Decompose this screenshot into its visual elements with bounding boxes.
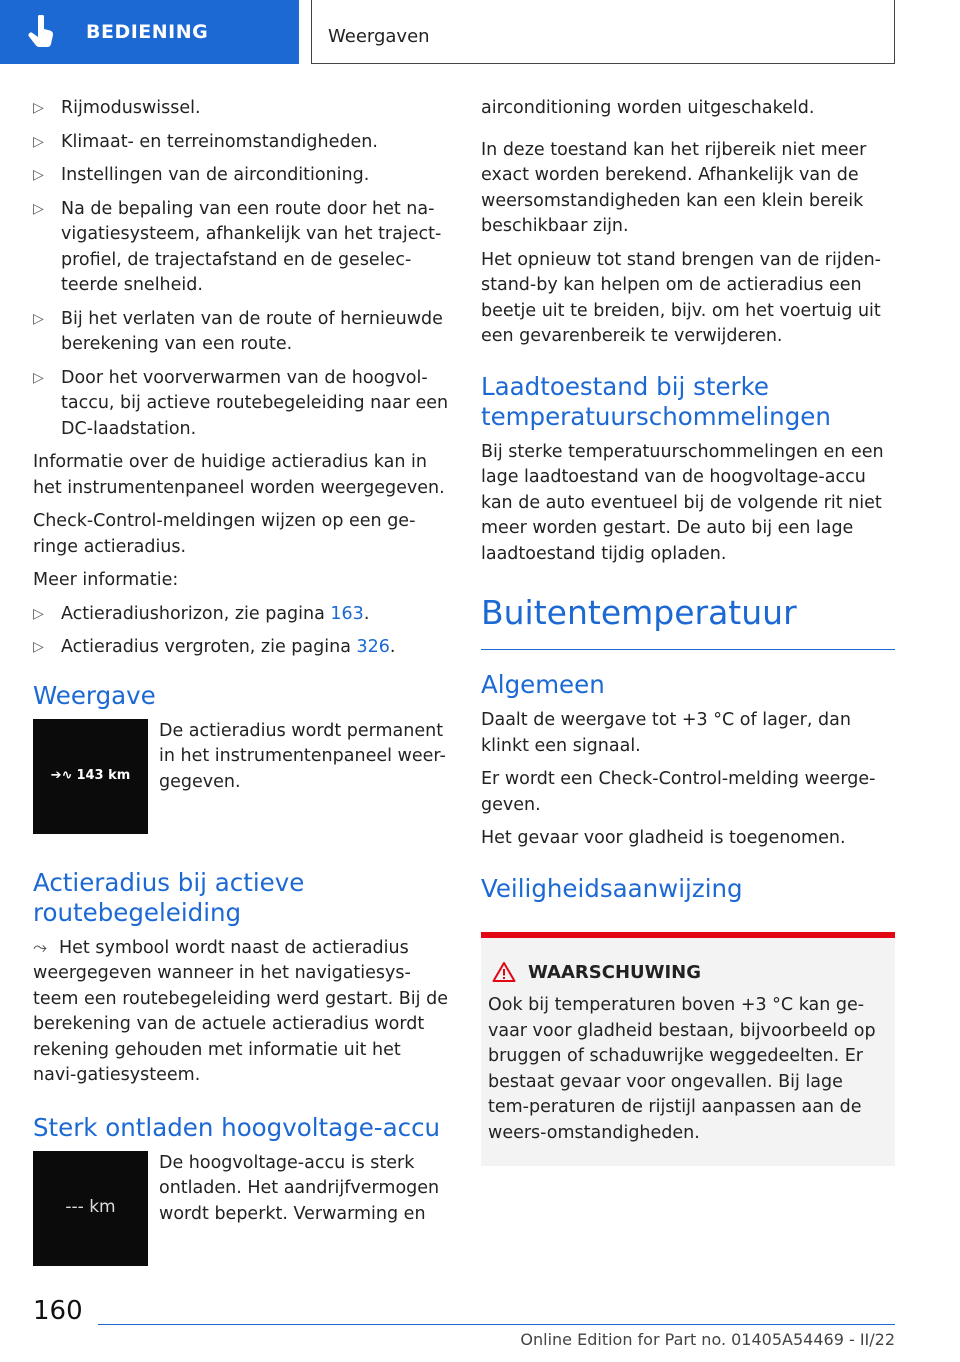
list-item: ▷ Rijmoduswissel.	[33, 96, 449, 122]
range-display-image	[33, 719, 148, 834]
paragraph: Bij sterke temperatuurschommelingen en een lage laadtoestand van de hoogvoltage-accu kan de auto eventueel bij de volgende rit niet meer worden gestart. De auto bij een lage laadtoestand tijdig opladen.	[481, 441, 884, 564]
bullet-triangle-icon: ▷	[33, 369, 44, 386]
heading-algemeen: Algemeen	[481, 670, 605, 699]
list-item: ▷ Actieradius vergroten, zie pagina 326.	[33, 635, 449, 661]
bullet-triangle-icon: ▷	[33, 100, 44, 116]
page-link-163[interactable]: 163	[330, 603, 364, 624]
paragraph: De hoogvoltage-accu is sterk ontladen. Het aandrijfvermogen wordt beperkt. Verwarming en	[159, 1152, 440, 1224]
heading-route: Actieradius bij actieve routebegeleiding	[33, 867, 305, 927]
subsection-box	[311, 0, 895, 64]
paragraph: Het opnieuw tot stand brengen van de rijden-stand-by kan helpen om de actieradius een beetje uit te breiden, bijv. om het voertuig uit een gevarenbereik te verwijderen.	[481, 249, 881, 346]
paragraph: Er wordt een Check-Control-melding weerge-geven.	[481, 769, 876, 815]
range-value: 143 km	[76, 768, 131, 784]
bullet-triangle-icon: ▷	[33, 310, 44, 327]
paragraph: airconditioning worden uitgeschakeld.	[481, 98, 815, 118]
heading-sterk: Sterk ontladen hoogvoltage-accu	[33, 1112, 441, 1142]
bullet-triangle-icon: ▷	[33, 605, 44, 622]
right-column	[481, 96, 895, 1166]
bullet-triangle-icon: ▷	[33, 639, 44, 655]
page-link-326[interactable]: 326	[356, 637, 390, 657]
list-item: ▷ Na de bepaling van een route door het na-vigatiesysteem, afhankelijk van het traject-profiel, de trajectafstand en de geselec-teerde snelheid.	[33, 197, 449, 299]
heading-weergave: Weergave	[33, 680, 156, 710]
range-display-image	[33, 1151, 148, 1266]
page-number: 160	[33, 1296, 83, 1326]
warning-box	[481, 932, 895, 1167]
section-title: BEDIENING	[86, 21, 209, 43]
bullet-triangle-icon: ▷	[33, 200, 44, 217]
footer-divider	[98, 1324, 895, 1325]
list-item: ▷ Actieradiushorizon, zie pagina 163.	[33, 602, 449, 628]
hand-pointer-icon	[28, 12, 68, 52]
edition-note: Online Edition for Part no. 01405A54469 - II/22	[520, 1330, 895, 1349]
bullet-triangle-icon: ▷	[33, 167, 44, 183]
list-item: ▷ Klimaat- en terreinomstandigheden.	[33, 130, 449, 156]
paragraph: Meer informatie:	[33, 570, 179, 590]
warning-title: WAARSCHUWING	[528, 961, 702, 983]
warning-triangle-icon	[492, 961, 516, 983]
paragraph: De actieradius wordt permanent in het instrumentenpaneel weer-gegeven.	[159, 720, 446, 792]
list-item: ▷ Instellingen van de airconditioning.	[33, 163, 449, 189]
list-item: ▷ Bij het verlaten van de route of hernieuwde berekening van een route.	[33, 307, 449, 358]
paragraph: ⤳ Het symbool wordt naast de actieradius weergegeven wanneer in het navigatiesys-teem een routebegeleiding werd gestart. Bij de berekening van de actuele actieradius wordt rekening gehouden met informatie uit het navi-gatiesysteem.	[33, 937, 448, 1085]
route-guidance-icon: ➔∿	[50, 768, 73, 784]
section-tab	[0, 0, 299, 64]
paragraph: Het gevaar voor gladheid is toegenomen.	[481, 828, 846, 848]
paragraph: Informatie over de huidige actieradius kan in het instrumentenpaneel worden weergegeven.	[33, 452, 445, 498]
heading-buitentemperatuur: Buitentemperatuur	[481, 593, 895, 650]
route-guidance-icon: ⤳	[33, 937, 47, 958]
paragraph: Check-Control-meldingen wijzen op een ge-ringe actieradius.	[33, 511, 416, 557]
list-item: ▷ Door het voorverwarmen van de hoogvol-taccu, bij actieve routebegeleiding naar een DC-laadstation.	[33, 366, 449, 443]
heading-veiligheid: Veiligheidsaanwijzing	[481, 873, 743, 903]
subsection-title: Weergaven	[328, 26, 430, 47]
warning-text: Ook bij temperaturen boven +3 °C kan ge-vaar voor gladheid bestaan, bijvoorbeeld op bruggen of schaduwrijke weggedeelten. Er bestaat gevaar voor ongevallen. Bij lage tem-peraturen de rijstijl aanpassen aan de weers-omstandigheden.	[488, 995, 876, 1143]
bullet-triangle-icon: ▷	[33, 133, 44, 150]
left-column	[33, 96, 449, 1266]
range-value: --- km	[65, 1197, 116, 1218]
heading-laadtoestand: Laadtoestand bij sterke temperatuurschommelingen	[481, 371, 831, 431]
paragraph: Daalt de weergave tot +3 °C of lager, dan klinkt een signaal.	[481, 710, 851, 756]
paragraph: In deze toestand kan het rijbereik niet meer exact worden berekend. Afhankelijk van de weersomstandigheden kan een klein bereik beschikbaar zijn.	[481, 139, 867, 236]
